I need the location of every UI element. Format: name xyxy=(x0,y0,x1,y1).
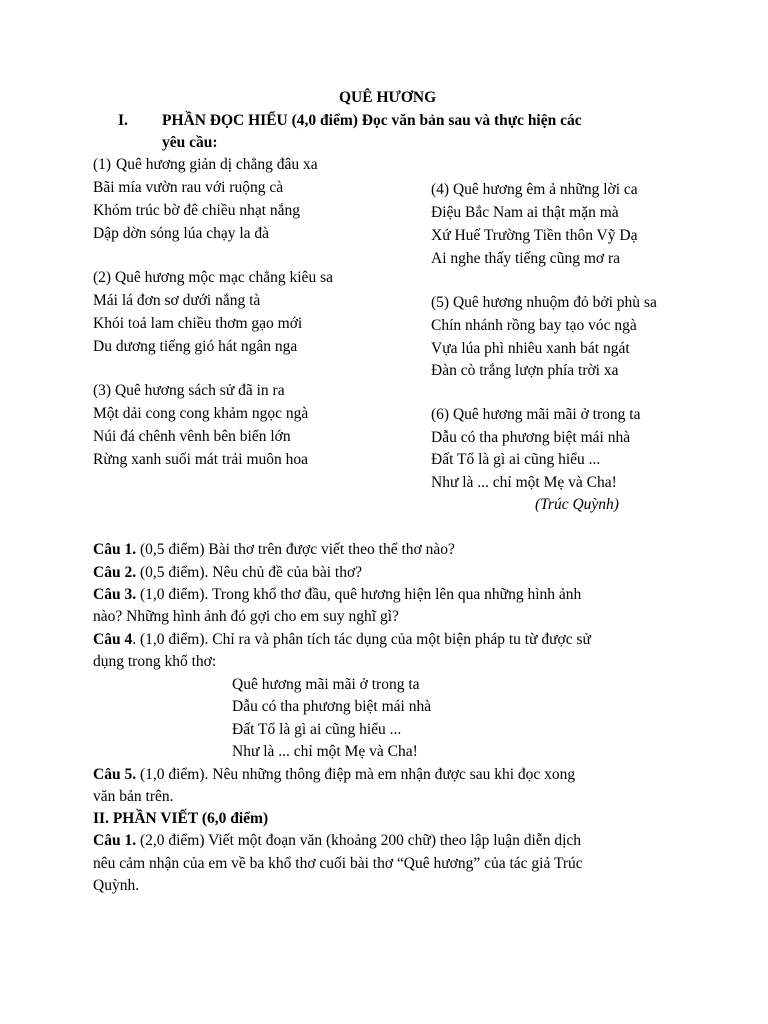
poem-line: Mái lá đơn sơ dưới nắng tà xyxy=(93,292,261,309)
poem-line: Đất Tổ là gì ai cũng hiểu ... xyxy=(431,451,601,468)
question-4 xyxy=(93,629,591,651)
quote-line: Dẫu có tha phương biệt mái nhà xyxy=(232,698,432,715)
question-text: (1,0 điểm). Trong khổ thơ đầu, quê hương hiện lên qua những hình ảnh xyxy=(136,586,582,603)
poem-line: Khóm trúc bờ đê chiều nhạt nắng xyxy=(93,202,301,219)
section-heading: PHẦN ĐỌC HIỂU (4,0 điểm) Đọc văn bản sau và thực hiện các xyxy=(162,112,582,129)
poem-line: Chín nhánh rồng bay tạo vóc ngà xyxy=(431,317,637,334)
writing-question-1-cont: nêu cảm nhận của em về ba khổ thơ cuối bài thơ “Quê hương” của tác giả Trúc xyxy=(93,855,583,872)
quote-line: Đất Tổ là gì ai cũng hiểu ... xyxy=(232,721,402,738)
poem-line: Rừng xanh suối mát trải muôn hoa xyxy=(93,451,309,468)
quote-line: Quê hương mãi mãi ở trong ta xyxy=(232,676,420,693)
question-label: Câu 4 xyxy=(93,631,133,648)
poem-line: Xứ Huế Trường Tiền thôn Vỹ Dạ xyxy=(431,227,638,244)
question-5 xyxy=(93,764,575,786)
poem-line: Bãi mía vườn rau với ruộng cà xyxy=(93,179,284,196)
section-2-heading: II. PHẦN VIẾT (6,0 điểm) xyxy=(93,810,269,827)
question-5-cont: văn bản trên. xyxy=(93,788,174,805)
question-text: . (1,0 điểm). Chỉ ra và phân tích tác dụng của một biện pháp tu từ được sử xyxy=(132,631,591,648)
poem-line: Một dải cong cong khảm ngọc ngà xyxy=(93,405,309,422)
question-2 xyxy=(93,562,362,584)
poem-line: Khói toả lam chiều thơm gạo mới xyxy=(93,315,303,332)
question-label: Câu 3. xyxy=(93,586,137,603)
question-3 xyxy=(93,584,581,606)
quote-line: Như là ... chỉ một Mẹ và Cha! xyxy=(232,743,418,760)
poem-line: (4) Quê hương êm ả những lời ca xyxy=(431,181,638,198)
poem-author: (Trúc Quỳnh) xyxy=(535,496,619,513)
question-text: (1,0 điểm). Nêu những thông điệp mà em nhận được sau khi đọc xong xyxy=(136,766,576,783)
writing-question-1 xyxy=(93,830,581,852)
poem-line: Vựa lúa phì nhiêu xanh bát ngát xyxy=(431,340,630,357)
question-4-cont: dụng trong khổ thơ: xyxy=(93,653,217,670)
question-label: Câu 5. xyxy=(93,766,137,783)
poem-line: Dập dờn sóng lúa chạy la đà xyxy=(93,225,270,242)
section-heading-cont: yêu cầu: xyxy=(162,134,218,151)
stanza-label: (1) xyxy=(93,156,112,173)
poem-line: Quê hương giản dị chẳng đâu xa xyxy=(116,156,318,173)
poem-line: Du dương tiếng gió hát ngân nga xyxy=(93,338,298,355)
poem-line: (2) Quê hương mộc mạc chẳng kiêu sa xyxy=(93,269,333,286)
poem-line: (5) Quê hương nhuộm đỏ bởi phù sa xyxy=(431,294,657,311)
poem-line: Như là ... chỉ một Mẹ và Cha! xyxy=(431,474,617,491)
question-label: Câu 1. xyxy=(93,541,137,558)
question-3-cont: nào? Những hình ảnh đó gợi cho em suy nghĩ gì? xyxy=(93,608,399,625)
poem-line: (6) Quê hương mãi mãi ở trong ta xyxy=(431,406,641,423)
question-text: (2,0 điểm) Viết một đoạn văn (khoảng 200 chữ) theo lập luận diễn dịch xyxy=(136,832,582,849)
poem-line: Ai nghe thấy tiếng cũng mơ ra xyxy=(431,250,620,267)
poem-line: Đàn cò trắng lượn phía trời xa xyxy=(431,362,619,379)
poem-line: Núi đá chênh vênh bên biển lớn xyxy=(93,428,291,445)
page-title: QUÊ HƯƠNG xyxy=(339,89,437,106)
poem-line: (3) Quê hương sách sử đã in ra xyxy=(93,382,285,399)
question-text: (0,5 điểm). Nêu chủ đề của bài thơ? xyxy=(136,564,363,581)
section-number: I. xyxy=(118,112,128,129)
question-1 xyxy=(93,539,455,561)
poem-line: Dẫu có tha phương biệt mái nhà xyxy=(431,429,631,446)
writing-question-1-cont: Quỳnh. xyxy=(93,877,140,894)
question-label: Câu 2. xyxy=(93,564,137,581)
question-text: (0,5 điểm) Bài thơ trên được viết theo thể thơ nào? xyxy=(136,541,455,558)
poem-line: Điệu Bắc Nam ai thật mặn mà xyxy=(431,204,619,221)
question-label: Câu 1. xyxy=(93,832,137,849)
